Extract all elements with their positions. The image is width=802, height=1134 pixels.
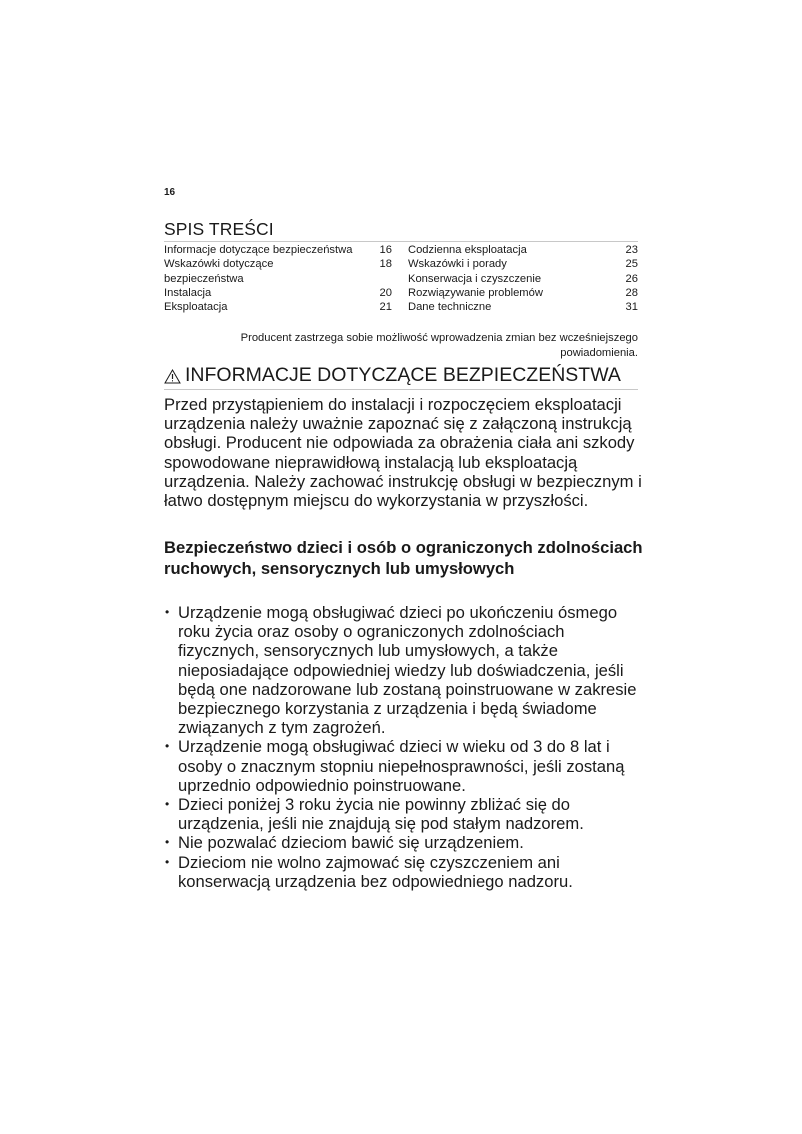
list-item bbox=[164, 833, 644, 852]
toc-entry-page: 18 bbox=[379, 258, 392, 271]
bullet-icon: • bbox=[165, 835, 170, 850]
toc-entry[interactable] bbox=[408, 300, 638, 314]
toc-entry-label: Rozwiązywanie problemów bbox=[408, 286, 543, 299]
toc-entry-label: Informacje dotyczące bezpieczeństwa bbox=[164, 244, 353, 256]
toc-entry[interactable] bbox=[164, 243, 392, 257]
toc-entry-page: 20 bbox=[379, 286, 392, 299]
subsection-heading: Bezpieczeństwo dzieci i osób o ograniczonych zdolnościach ruchowych, sensorycznych lub umysłowych bbox=[164, 538, 643, 578]
bullet-icon: • bbox=[165, 739, 170, 754]
toc-entry[interactable] bbox=[408, 286, 638, 300]
toc-entry-label: Instalacja bbox=[164, 286, 212, 299]
list-item bbox=[164, 737, 644, 795]
toc-entry-label: Wskazówki i porady bbox=[408, 258, 507, 271]
toc-entry-page: 25 bbox=[625, 258, 638, 271]
page-number: 16 bbox=[164, 187, 176, 198]
toc-entry-label: Dane techniczne bbox=[408, 301, 492, 314]
warning-triangle-icon bbox=[164, 369, 181, 384]
bullet-icon: • bbox=[165, 854, 170, 869]
toc-entry[interactable] bbox=[164, 300, 392, 314]
section-divider bbox=[164, 389, 638, 390]
toc-entry[interactable] bbox=[408, 257, 638, 271]
list-item bbox=[164, 853, 644, 891]
toc-entry-page: 21 bbox=[379, 301, 392, 314]
list-item-text: Nie pozwalać dzieciom bawić się urządzeniem. bbox=[178, 833, 524, 853]
toc-entry-page: 26 bbox=[625, 272, 638, 285]
toc-title: SPIS TREŚCI bbox=[164, 219, 274, 239]
list-item bbox=[164, 603, 644, 737]
bullet-icon: • bbox=[165, 605, 170, 619]
toc-entry-page: 28 bbox=[625, 286, 638, 299]
intro-paragraph: Przed przystąpieniem do instalacji i rozpoczęciem eksploatacji urządzenia należy uważnie zapoznać się z załączoną instrukcją obsługi. Producent nie odpowiada za obrażenia ciała ani szkody spowodowane nieprawidłową instalacją lub eksploatacją urządzenia. Należy zachować instrukcję obsługi w bezpiecznym i łatwo dostępnym miejscu do wykorzystania w przyszłości. bbox=[164, 395, 642, 511]
toc-left-column bbox=[164, 243, 392, 314]
toc-entry-page: 23 bbox=[625, 244, 638, 256]
toc-entry-label: Codzienna eksploatacja bbox=[408, 244, 527, 256]
list-item-text: Dzieciom nie wolno zajmować się czyszczeniem ani konserwacją urządzenia bez odpowiedniego nadzoru. bbox=[178, 852, 573, 891]
toc-entry[interactable] bbox=[164, 286, 392, 300]
toc-right-column bbox=[408, 243, 638, 314]
safety-bullet-list bbox=[164, 603, 644, 891]
toc-entry[interactable] bbox=[408, 243, 638, 257]
section-title-text: INFORMACJE DOTYCZĄCE BEZPIECZEŃSTWA bbox=[185, 364, 621, 386]
toc-entry-page: 31 bbox=[625, 301, 638, 314]
list-item bbox=[164, 795, 644, 833]
toc-entry[interactable] bbox=[408, 272, 638, 286]
bullet-icon: • bbox=[165, 797, 170, 812]
toc-entry-label: Eksploatacja bbox=[164, 301, 228, 314]
section-title bbox=[164, 364, 621, 387]
toc-entry-page: 16 bbox=[379, 244, 392, 256]
toc-entry-label: Konserwacja i czyszczenie bbox=[408, 272, 542, 285]
toc-divider bbox=[164, 241, 638, 242]
toc-entry[interactable] bbox=[164, 257, 392, 286]
list-item-text: Urządzenie mogą obsługiwać dzieci po ukończeniu ósmego roku życia oraz osoby o ograniczonych zdolnościach fizycznych, sensorycznych lub umysłowych, a także nieposiadające odpowiedniej wiedzy lub doświadczenia, jeśli będą one nadzorowane lub zostaną poinstruowane w zakresie bezpiecznego korzystania z urządzenia i będą świadome związanych z tym zagrożeń. bbox=[178, 603, 637, 738]
toc-entry-label: Wskazówki dotyczące bezpieczeństwa bbox=[164, 258, 274, 285]
list-item-text: Dzieci poniżej 3 roku życia nie powinny zbliżać się do urządzenia, jeśli nie znajdują się pod stałym nadzorem. bbox=[178, 795, 584, 834]
list-item-text: Urządzenie mogą obsługiwać dzieci w wieku od 3 do 8 lat i osoby o znacznym stopniu niepełnosprawności, jeśli zostaną uprzednio odpowiednio poinstruowane. bbox=[178, 737, 625, 795]
change-notice: Producent zastrzega sobie możliwość wprowadzenia zmian bez wcześniejszego powiadomienia. bbox=[240, 332, 638, 359]
